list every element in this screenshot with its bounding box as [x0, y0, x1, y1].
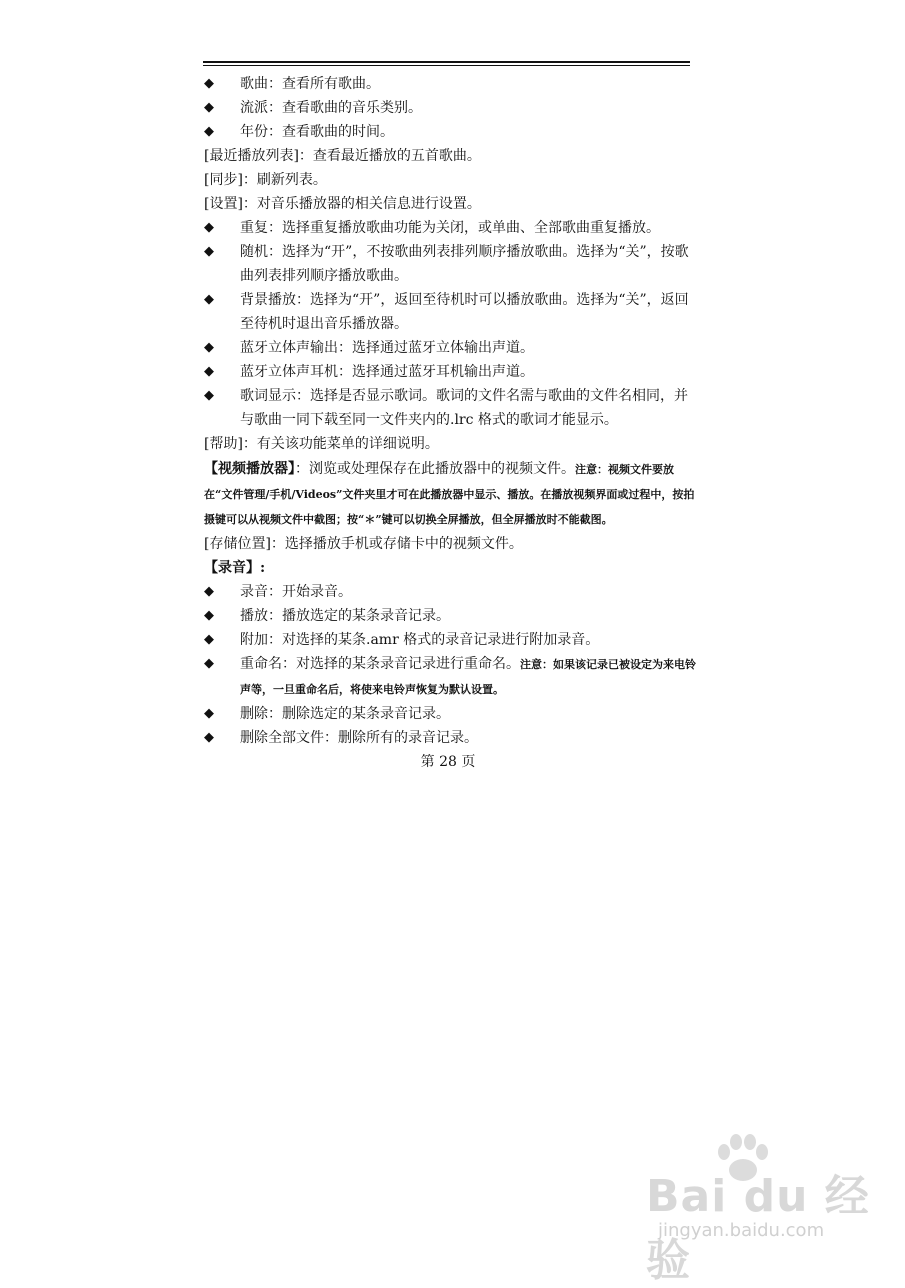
bullet-text: 流派：查看歌曲的音乐类别。: [240, 100, 422, 116]
storage-location: [存储位置]：选择播放手机或存储卡中的视频文件。: [204, 536, 523, 552]
bullet-text: 歌词显示：选择是否显示歌词。歌词的文件名需与歌曲的文件名相同，并与歌曲一同下载至同一文件夹内的.lrc 格式的歌词才能显示。: [240, 388, 688, 428]
list-item: [204, 96, 696, 120]
bullet-text: 年份：查看歌曲的时间。: [240, 124, 394, 140]
video-player-note: 注意：视频文件要放在“文件管理/手机/Videos”文件夹里才可在此播放器中显示、播放。在播放视频界面或过程中，按拍摄键可以从视频文件中截图；按“＊”键可以切换全屏播放，但全屏播放时不能截图。: [204, 463, 695, 526]
bullet-text: 重复：选择重复播放歌曲功能为关闭，或单曲、全部歌曲重复播放。: [240, 220, 660, 236]
music-settings-list: [204, 72, 696, 456]
diamond-bullet-icon: ◆: [204, 292, 214, 307]
diamond-bullet-icon: ◆: [204, 76, 214, 91]
record-list-item: [204, 652, 696, 702]
menu-description: [最近播放列表]：查看最近播放的五首歌曲。: [204, 148, 481, 164]
video-player-heading: 【视频播放器】: [204, 461, 295, 477]
watermark-logo-text: Bai du 经验: [646, 1171, 870, 1286]
watermark-site-text: jingyan.baidu.com: [658, 1220, 825, 1241]
menu-description: [设置]：对音乐播放器的相关信息进行设置。: [204, 196, 481, 212]
diamond-bullet-icon: ◆: [204, 584, 214, 599]
baidu-watermark: [640, 1140, 880, 1286]
diamond-bullet-icon: ◆: [204, 706, 214, 721]
diamond-bullet-icon: ◆: [204, 220, 214, 235]
record-list-item: [204, 604, 696, 628]
bullet-text: 删除全部文件：删除所有的录音记录。: [240, 730, 478, 746]
diamond-bullet-icon: ◆: [204, 244, 214, 259]
diamond-bullet-icon: ◆: [204, 388, 214, 403]
list-item: [204, 288, 696, 336]
record-list: [204, 580, 696, 750]
bullet-text: 蓝牙立体声耳机：选择通过蓝牙耳机输出声道。: [240, 364, 534, 380]
record-list-item: [204, 726, 696, 750]
page-content: [204, 72, 696, 774]
list-item: [204, 120, 696, 144]
bullet-text: 录音：开始录音。: [240, 584, 352, 600]
record-list-item: [204, 702, 696, 726]
diamond-bullet-icon: ◆: [204, 656, 214, 671]
diamond-bullet-icon: ◆: [204, 730, 214, 745]
bullet-text: 随机：选择为“开”，不按歌曲列表排列顺序播放歌曲。选择为“关”，按歌曲列表排列顺序播放歌曲。: [240, 244, 689, 284]
list-item: [204, 384, 696, 432]
list-item: [204, 72, 696, 96]
video-player-text: ：浏览或处理保存在此播放器中的视频文件。: [295, 461, 575, 477]
bullet-text: 背景播放：选择为“开”，返回至待机时可以播放歌曲。选择为“关”，返回至待机时退出音乐播放器。: [240, 292, 689, 332]
list-item: [204, 240, 696, 288]
diamond-bullet-icon: ◆: [204, 608, 214, 623]
bullet-text: 歌曲：查看所有歌曲。: [240, 76, 380, 92]
list-item: [204, 360, 696, 384]
diamond-bullet-icon: ◆: [204, 100, 214, 115]
video-player-section: [204, 457, 696, 532]
bullet-text: 附加：对选择的某条.amr 格式的录音记录进行附加录音。: [240, 632, 600, 648]
list-item: [204, 336, 696, 360]
header-rule-thick: [203, 61, 690, 63]
bullet-text: 重命名：对选择的某条录音记录进行重命名。注意：如果该记录已被设定为来电铃声等，一旦重命名后，将使来电铃声恢复为默认设置。: [240, 656, 696, 696]
menu-description: [同步]：刷新列表。: [204, 172, 327, 188]
record-heading-line: [204, 556, 696, 580]
diamond-bullet-icon: ◆: [204, 364, 214, 379]
record-heading: 【录音】: [204, 560, 260, 576]
bullet-note: 注意：如果该记录已被设定为来电铃声等，一旦重命名后，将使来电铃声恢复为默认设置。: [240, 658, 696, 696]
page-number: 第 28 页: [420, 754, 476, 770]
diamond-bullet-icon: ◆: [204, 632, 214, 647]
diamond-bullet-icon: ◆: [204, 340, 214, 355]
bullet-text: 播放：播放选定的某条录音记录。: [240, 608, 450, 624]
record-list-item: [204, 580, 696, 604]
bullet-text: 蓝牙立体声输出：选择通过蓝牙立体输出声道。: [240, 340, 534, 356]
header-rule-thin: [203, 65, 690, 66]
list-item: [204, 216, 696, 240]
diamond-bullet-icon: ◆: [204, 124, 214, 139]
bullet-text: 删除：删除选定的某条录音记录。: [240, 706, 450, 722]
menu-description: [帮助]：有关该功能菜单的详细说明。: [204, 436, 439, 452]
record-list-item: [204, 628, 696, 652]
record-heading-colon: :: [260, 560, 266, 576]
